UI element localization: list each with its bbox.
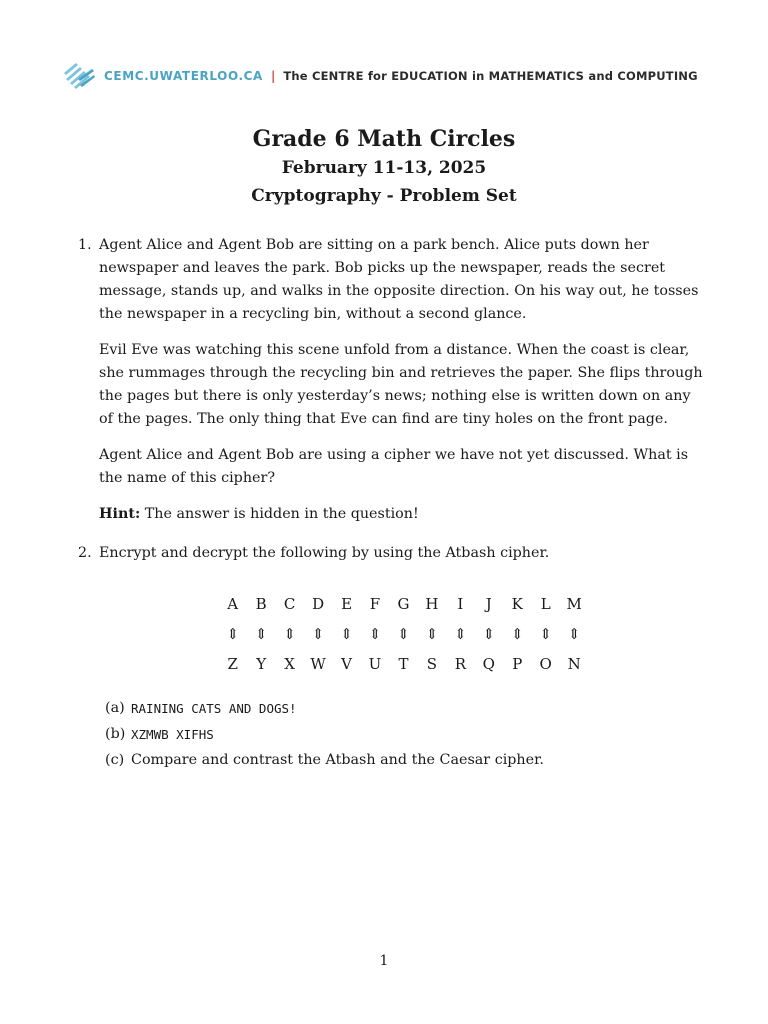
up-down-arrow-icon: ⇕: [425, 624, 439, 643]
cipher-letter: X: [284, 654, 295, 673]
hint-text: The answer is hidden in the question!: [144, 506, 419, 522]
subitem-text: XZMWB XIFHS: [131, 727, 214, 742]
cipher-letter: H: [425, 594, 439, 613]
cipher-letter: K: [511, 594, 523, 613]
problem-2: [78, 542, 708, 775]
cipher-letter: G: [397, 594, 410, 613]
subitem-text: Compare and contrast the Atbash and the Caesar cipher.: [131, 752, 544, 768]
page-title: Grade 6 Math Circles: [252, 126, 516, 152]
subitem-b: [105, 723, 708, 746]
cipher-letter: Y: [256, 654, 267, 673]
problem-paragraph: Evil Eve was watching this scene unfold from a distance. When the coast is clear, she rummages through the recycling bin and retrieves the paper. She flips through the pages but there is only yesterday’s news; nothing else is written down on any of the pages. The only thing that Eve can find are tiny holes on the front page.: [99, 342, 703, 427]
header-separator: |: [270, 69, 276, 83]
subitem-text: RAINING CATS AND DOGS!: [131, 701, 297, 716]
up-down-arrow-icon: ⇕: [226, 624, 240, 643]
cipher-letter: M: [566, 594, 582, 613]
cipher-letter: D: [312, 594, 325, 613]
up-down-arrow-icon: ⇕: [510, 624, 524, 643]
up-down-arrow-icon: ⇕: [539, 624, 552, 643]
page-date: February 11-13, 2025: [281, 158, 487, 178]
page-subtitle: Cryptography - Problem Set: [251, 186, 517, 206]
atbash-cipher-table: [219, 589, 589, 679]
cipher-letter: R: [454, 654, 466, 673]
problem-paragraph: Agent Alice and Agent Bob are sitting on a park bench. Alice puts down her newspaper and leaves the park. Bob picks up the newspaper, reads the secret message, stands up, and walks in the opposite direction. On his way out, he tosses the newspaper in a recycling bin, without a second glance.: [99, 237, 699, 322]
cipher-letter: T: [398, 654, 409, 673]
problem-paragraph: Agent Alice and Agent Bob are using a cipher we have not yet discussed. What is the name of this cipher?: [99, 447, 689, 486]
subitem-list: [99, 697, 708, 772]
subitem-c: [105, 749, 708, 772]
page-number: 1: [379, 953, 389, 969]
subitem-a: [105, 697, 708, 720]
problem-1: [78, 234, 708, 532]
problem-body: [99, 542, 708, 775]
cipher-letter: L: [540, 594, 551, 613]
cipher-letter: Q: [482, 654, 495, 673]
problem-body: [99, 234, 708, 532]
cipher-letter: E: [341, 594, 353, 613]
hint: [99, 503, 708, 526]
cipher-letter: F: [369, 594, 381, 613]
up-down-arrow-icon: ⇕: [567, 624, 581, 643]
up-down-arrow-icon: ⇕: [454, 624, 467, 643]
problem-number: 1.: [78, 237, 92, 253]
subitem-label: (a): [105, 700, 125, 716]
cipher-letter: W: [310, 654, 326, 673]
page-header: [62, 58, 712, 94]
cipher-letter: N: [567, 654, 581, 673]
up-down-arrow-icon: ⇕: [340, 624, 353, 643]
cipher-letter: A: [227, 594, 239, 613]
up-down-arrow-icon: ⇕: [482, 624, 496, 643]
cipher-row-plain: [219, 589, 589, 619]
problem-intro: Encrypt and decrypt the following by using the Atbash cipher.: [99, 545, 550, 561]
up-down-arrow-icon: ⇕: [397, 624, 410, 643]
subitem-label: (c): [105, 752, 125, 768]
up-down-arrow-icon: ⇕: [283, 624, 296, 643]
hint-label: Hint:: [99, 506, 141, 522]
cipher-letter: I: [457, 594, 464, 613]
cipher-letter: O: [539, 654, 552, 673]
up-down-arrow-icon: ⇕: [254, 624, 268, 643]
cipher-letter: J: [485, 594, 492, 613]
problem-list: [78, 234, 708, 785]
cipher-row-arrows: [219, 619, 589, 649]
site-name[interactable]: CEMC.UWATERLOO.CA: [104, 69, 263, 83]
cipher-letter: S: [426, 654, 438, 673]
cipher-letter: C: [283, 594, 296, 613]
title-block: [0, 126, 768, 214]
organization-name: The CENTRE for EDUCATION in MATHEMATICS and COMPUTING: [283, 69, 698, 83]
cemc-waves-logo-icon: [62, 59, 96, 93]
up-down-arrow-icon: ⇕: [368, 624, 382, 643]
cipher-letter: Z: [227, 654, 238, 673]
cipher-letter: V: [341, 654, 352, 673]
problem-number: 2.: [78, 545, 92, 561]
cipher-row-cipher: [219, 649, 589, 679]
cipher-letter: B: [255, 594, 267, 613]
subitem-label: (b): [105, 726, 126, 742]
cipher-letter: P: [512, 654, 523, 673]
cipher-letter: U: [368, 654, 382, 673]
up-down-arrow-icon: ⇕: [311, 624, 325, 643]
